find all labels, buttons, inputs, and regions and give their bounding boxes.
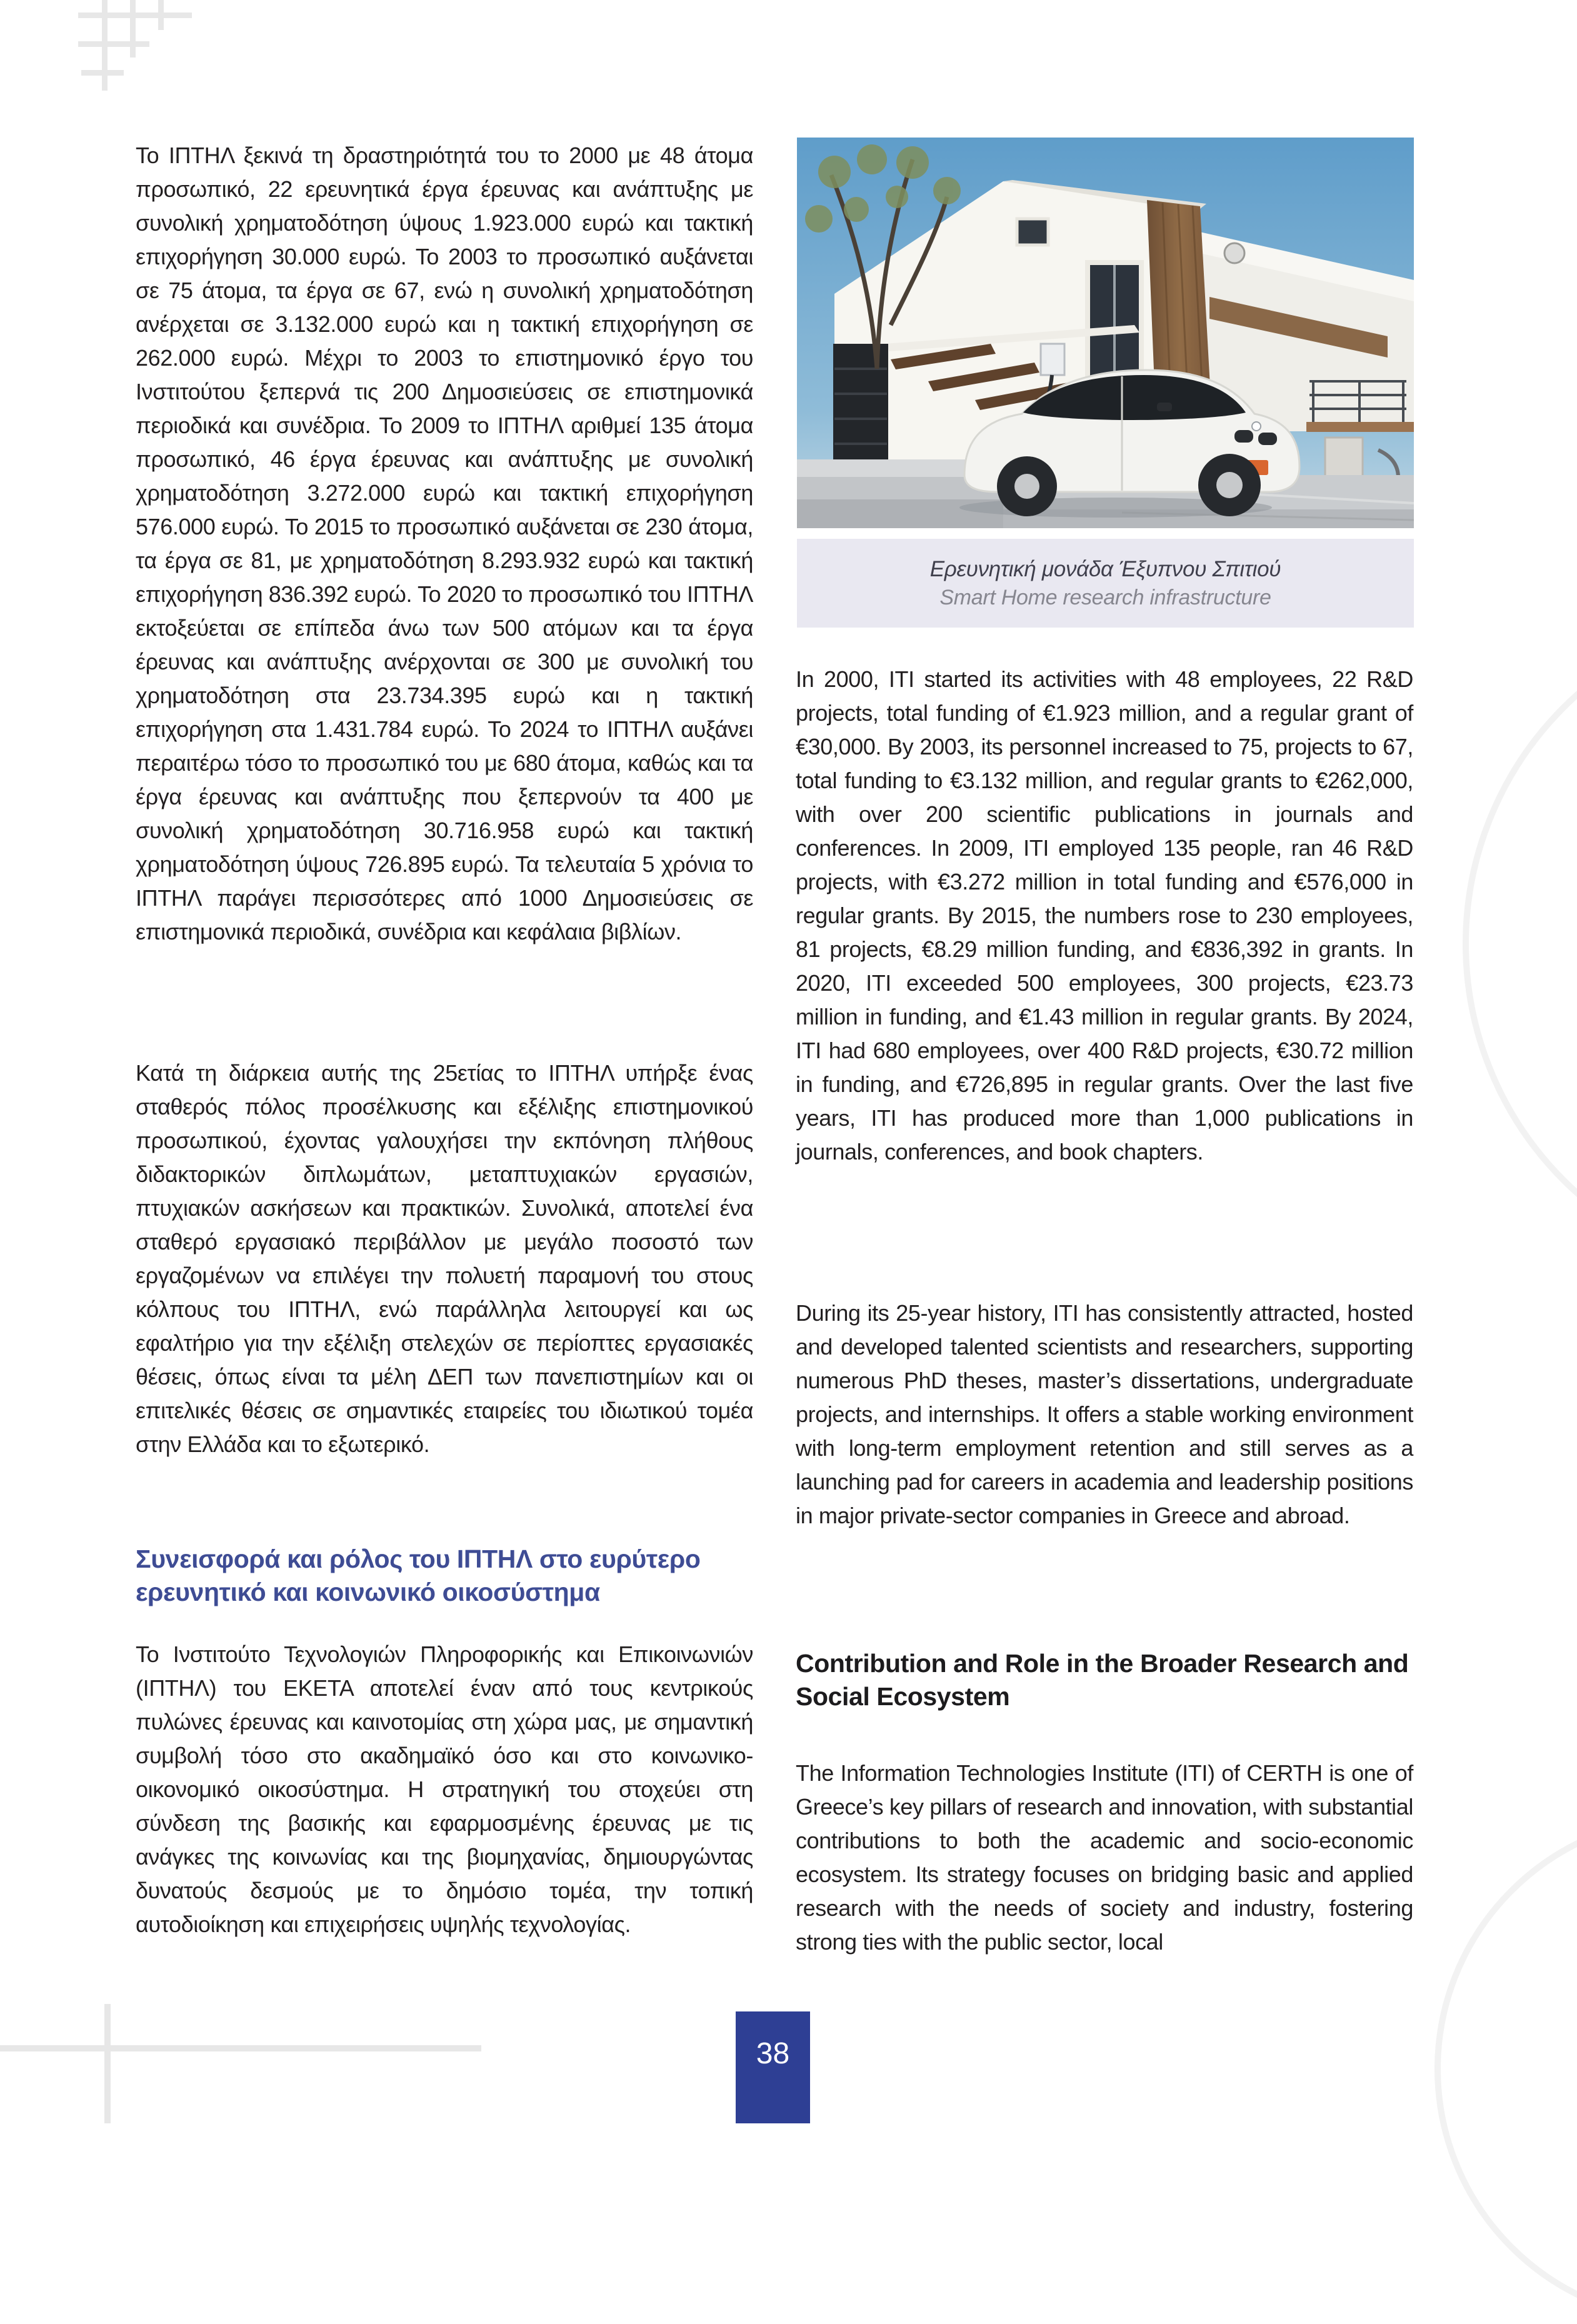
caption-greek: Ερευνητική μονάδα Έξυπνου Σπιτιού [929, 556, 1281, 581]
page-number: 38 [756, 2037, 790, 2070]
english-paragraph-people: During its 25-year history, ITI has consistently attracted, hosted and developed talented scientists and researchers, supporting numerous PhD theses, master’s dissertations, undergraduate projects, and internships. It offers a stable working environment with long-term employment retention and still serves as a launching pad for careers in academia and leadership positions in major private-sector companies in Greece and abroad. [796, 1300, 1413, 1528]
footer-rule-vertical [104, 2004, 111, 2123]
circle-decoration [1463, 606, 1577, 1281]
footer-rule [0, 2045, 481, 2051]
grid-line [78, 41, 149, 47]
greek-paragraph-ecosystem: Το Ινστιτούτο Τεχνολογιών Πληροφορικής και Επικοινωνιών (ΙΠΤΗΛ) του ΕΚΕΤΑ αποτελεί έναν από τους κεντρικούς πυλώνες έρευνας και καινοτομίας στη χώρα μας, με σημαντική συμβολή τόσο στο ακαδημαϊκό όσο και στο κοινωνικο-οικονομικό οικοσύστημα. Η στρατηγική του στοχεύει στη σύνδεση της βασικής και εφαρμοσμένης έρευνας με τις ανάγκες της κοινωνίας και της βιομηχανίας, δημιουργώντας δυνατούς δεσμούς με το δημόσιο τομέα, την τοπική αυτοδιοίκηση και επιχειρήσεις υψηλής τεχνολογίας. [136, 1641, 753, 1937]
greek-paragraph-history: Το ΙΠΤΗΛ ξεκινά τη δραστηριότητά του το 2000 με 48 άτομα προσωπικό, 22 ερευνητικά έργα έρευνας και ανάπτυξης με συνολική χρηματοδότηση ύψους 1.923.000 ευρώ και τακτική επιχορήγηση 30.000 ευρώ. Το 2003 το προσωπικό αυξάνεται σε 75 άτομα, τα έργα σε 67, ενώ η συνολική χρηματοδότηση ανέρχεται σε 3.132.000 ευρώ και η τακτική επιχορήγηση σε 262.000 ευρώ. Μέχρι το 2003 το επιστημονικό έργο του Ινστιτούτου ξεπερνά τις 200 Δημοσιεύσεις σε επιστημονικά περιοδικά και συνέδρια. Το 2009 το ΙΠΤΗΛ αριθμεί 135 άτομα προσωπικό, 46 έργα έρευνας και ανάπτυξης με συνολική χρηματοδότηση 3.272.000 ευρώ και τακτική επιχορήγηση 576.000 ευρώ. Το 2015 το προσωπικό αυξάνεται σε 230 άτομα, τα έργα σε 81, με χρηματοδότηση 8.293.932 ευρώ και τακτική επιχορήγηση 836.392 ευρώ. Το 2020 το προσωπικό του ΙΠΤΗΛ εκτοξεύεται σε επίπεδα άνω των 500 ατόμων και τα έργα έρευνας και ανάπτυξης ανέρχονται σε 300 με συνολική του χρηματοδότηση στα 23.734.395 ευρώ και η τακτική επιχορήγηση στα 1.431.784 ευρώ. Το 2024 το ΙΠΤΗΛ αυξάνει περαιτέρω τόσο το προσωπικό του με 680 άτομα, καθώς και τα έργα έρευνας και ανάπτυξης που ξεπερνούν τα 400 με συνολική χρηματοδότηση 30.716.958 ευρώ και τακτική χρηματοδότηση ύψους 726.895 ευρώ. Τα τελευταία 5 χρόνια το ΙΠΤΗΛ παράγει περισσότερες από 1000 Δημοσιεύσεις σε επιστημονικά περιοδικά, συνέδρια και κεφάλαια βιβλίων. [136, 143, 753, 944]
photo-caption [797, 539, 1414, 628]
greek-paragraph-people: Κατά τη διάρκεια αυτής της 25ετίας το ΙΠΤΗΛ υπήρξε ένας σταθερός πόλος προσέλκυσης και εξέλιξης επιστημονικού προσωπικού, έχοντας γαλουχήσει την εκπόνηση πλήθους διδακτορικών διπλωμάτων, μεταπτυχιακών εργασιών, πτυχιακών ασκήσεων και πρακτικών. Συνολικά, αποτελεί ένα σταθερό εργασιακό περιβάλλον με μεγάλο ποσοστό των εργαζομένων να επιλέγει την πολυετή παραμονή του στους κόλπους του ΙΠΤΗΛ, ενώ παράλληλα λειτουργεί και ως εφαλτήριο για την εξέλιξη στελεχών σε περίοπτες εργασιακές θέσεις, όπως είναι τα μέλη ΔΕΠ των πανεπιστημίων και οι επιτελικές θέσεις σε σημαντικές εταιρείες του ιδιωτικού τομέα στην Ελλάδα και το εξωτερικό. [136, 1060, 753, 1457]
charging-wallbox [1041, 344, 1064, 375]
grid-line [130, 0, 136, 58]
grid-line [81, 70, 124, 76]
english-section-heading: Contribution and Role in the Broader Research and Social Ecosystem [796, 1649, 1409, 1711]
grid-line [78, 13, 192, 18]
small-window [1017, 219, 1048, 245]
satellite-dish [1224, 243, 1244, 263]
circle-decoration [1434, 1814, 1577, 2324]
english-paragraph-ecosystem: The Information Technologies Institute (ITI) of CERTH is one of Greece’s key pillars of research and innovation, with substantial contributions to both the academic and socio-economic ecosystem. Its strategy focuses on bridging basic and applied research with the needs of society and industry, fostering strong ties with the public sector, local [796, 1760, 1413, 1955]
greek-section-heading: Συνεισφορά και ρόλος του ΙΠΤΗΛ στο ευρύτερο ερευνητικό και κοινωνικό οικοσύστημα [136, 1545, 701, 1606]
page-number-badge [736, 2011, 810, 2123]
wheel [997, 456, 1057, 516]
english-paragraph-history: In 2000, ITI started its activities with 48 employees, 22 R&D projects, total funding of €1.923 million, and a regular grant of €30,000. By 2003, its personnel increased to 75, projects to 67, total funding to €3.132 million, and regular grants to €262,000, with over 200 scientific publications in journals and conferences. In 2009, ITI employed 135 people, ran 46 R&D projects, with €3.272 million in total funding and €576,000 in regular grants. By 2015, the numbers rose to 230 employees, 81 projects, €8.29 million funding, and €836,392 in grants. In 2020, ITI exceeded 500 employees, 300 projects, €23.73 million in funding, and €1.43 million in regular grants. By 2024, ITI had 680 employees, over 400 R&D projects, €30.72 million in funding, and €726,895 in regular grants. Over the last five years, ITI has produced more than 1,000 publications in journals, conferences, and book chapters. [796, 666, 1413, 1165]
wheel [1198, 454, 1261, 516]
caption-english: Smart Home research infrastructure [939, 585, 1271, 609]
smart-home-illustration [797, 138, 1414, 528]
smart-home-photo [797, 138, 1414, 528]
